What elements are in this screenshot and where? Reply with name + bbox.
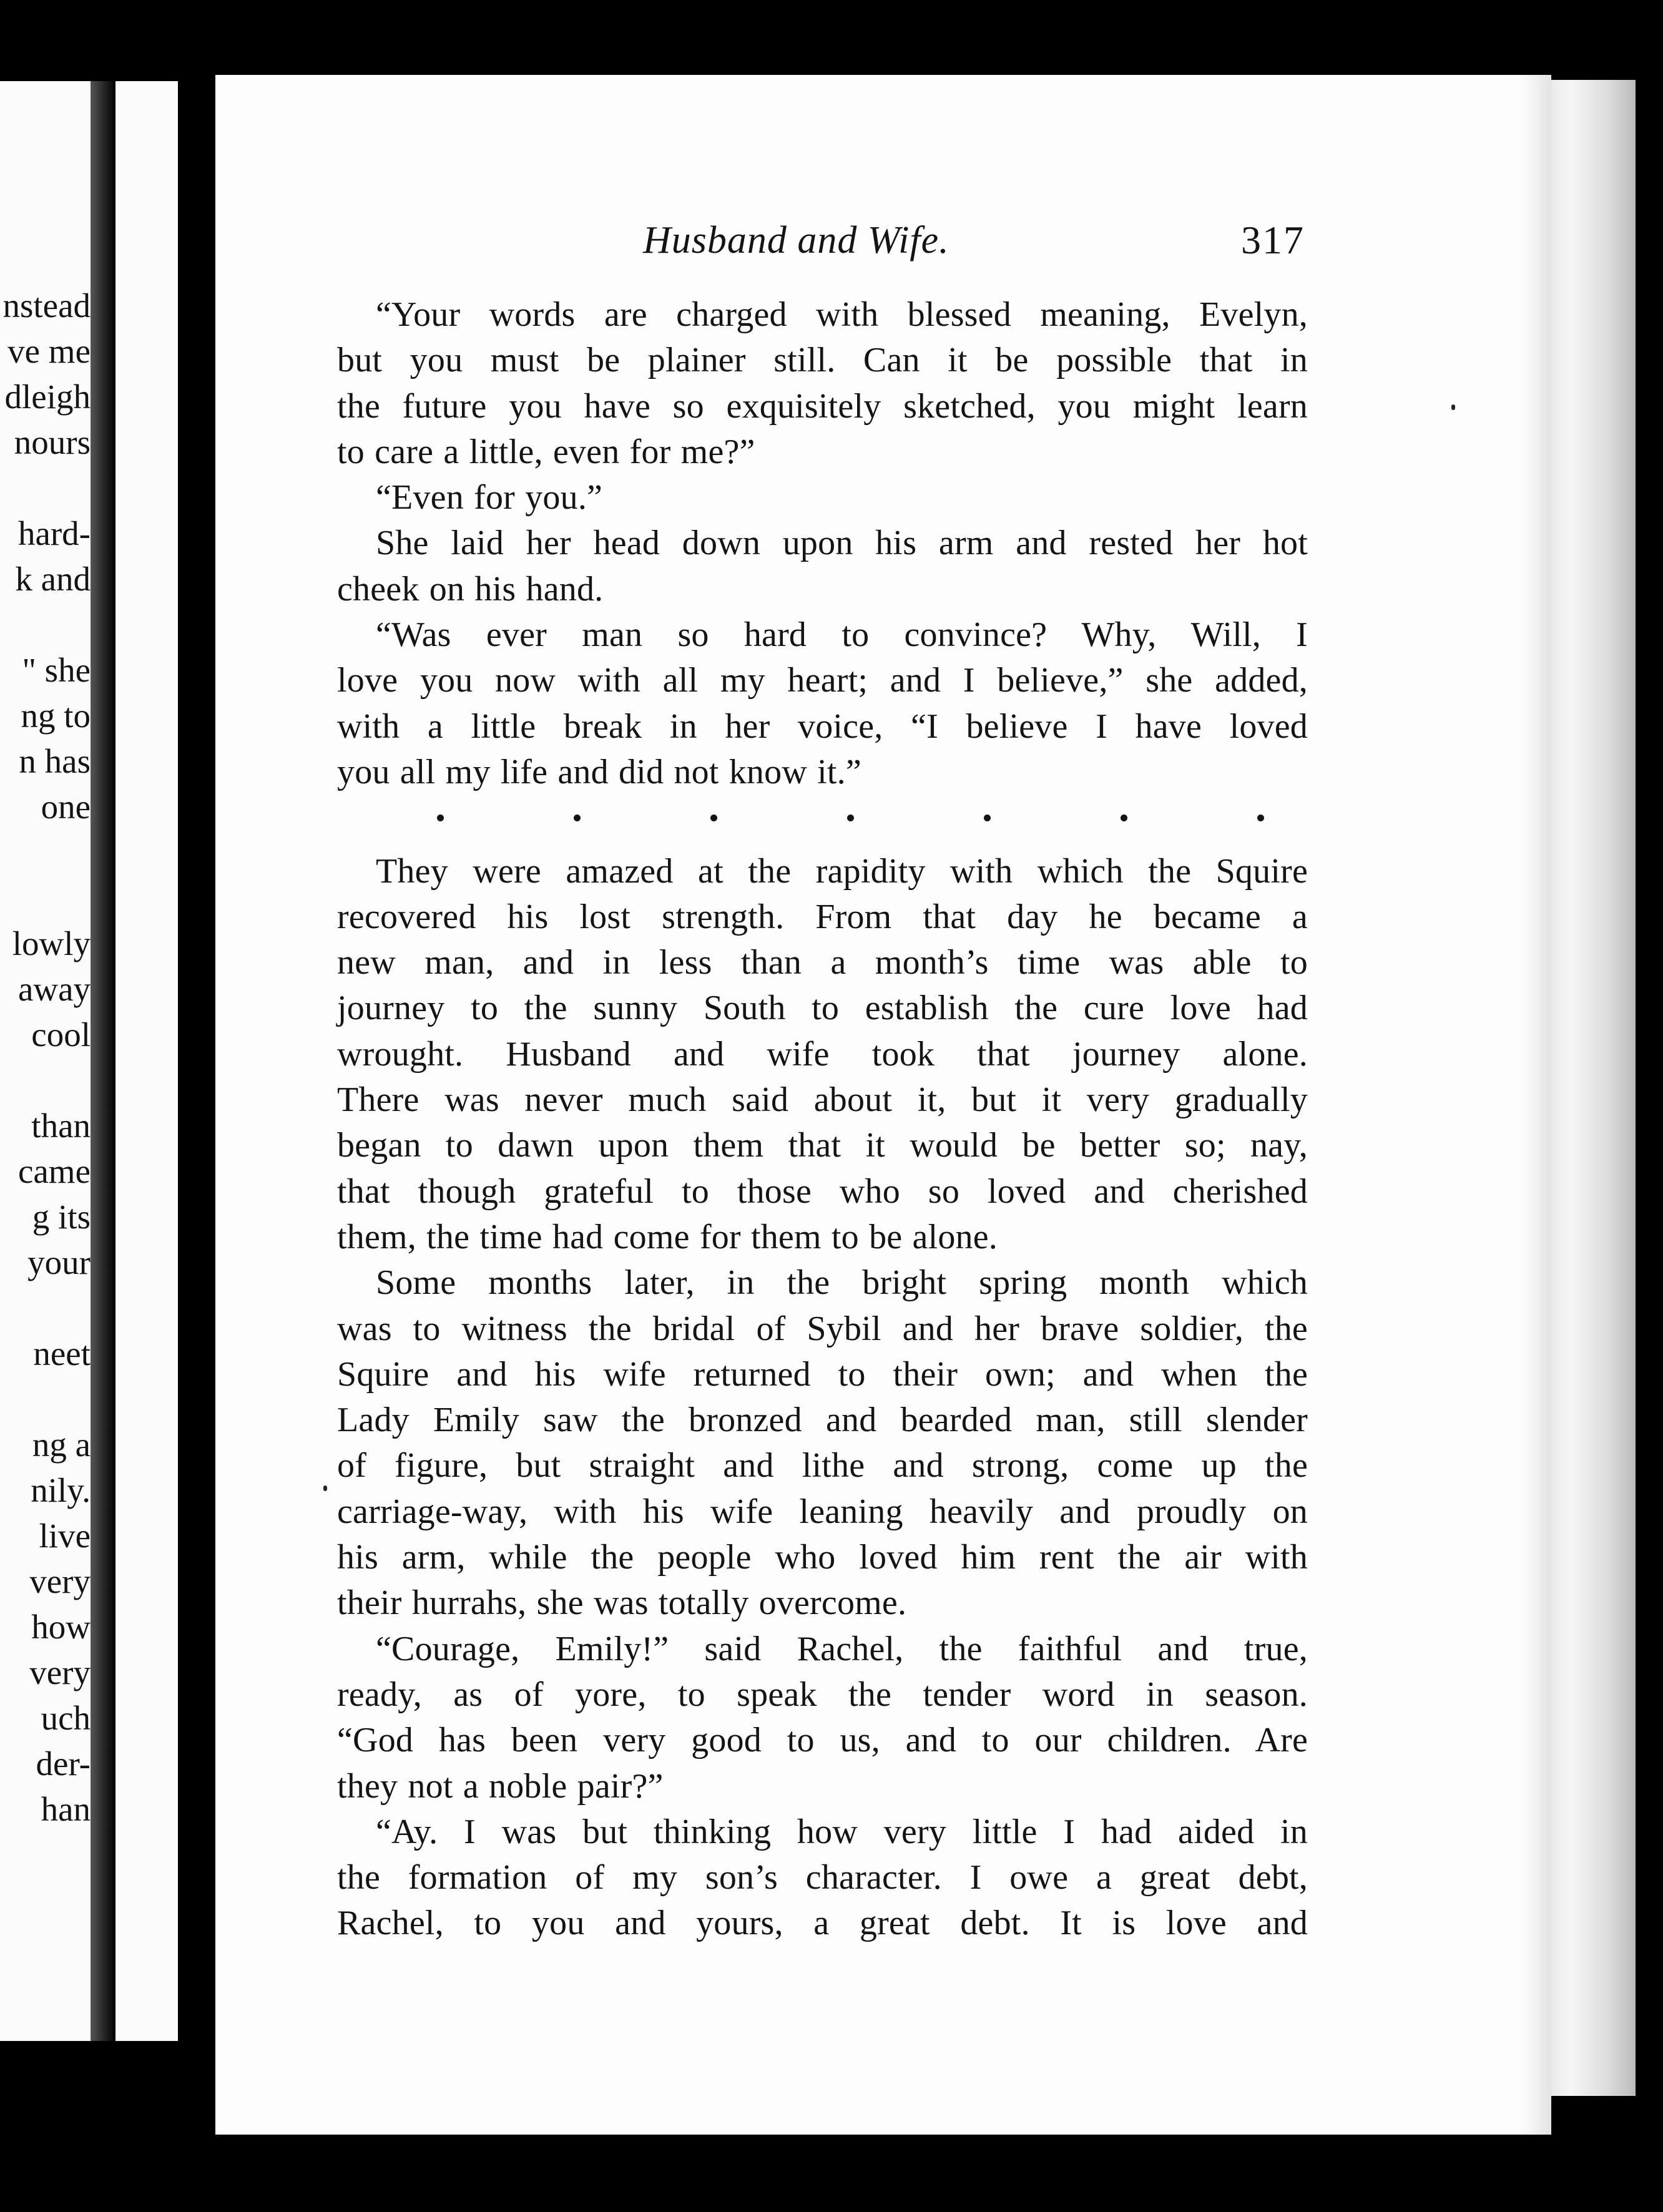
facing-page bbox=[0, 81, 178, 2041]
facing-page-line: g its bbox=[32, 1198, 91, 1236]
text-line: She laid her head down upon his arm and rested her hot bbox=[376, 524, 1308, 563]
facing-page-line: away bbox=[17, 970, 91, 1008]
text-line: They were amazed at the rapidity with which the Squire bbox=[376, 851, 1308, 891]
text-line: “Was ever man so hard to convince? Why, Will, I bbox=[376, 615, 1308, 655]
facing-page-line: lowly bbox=[12, 924, 91, 962]
section-break-dot bbox=[1257, 815, 1264, 821]
section-break-dot bbox=[847, 815, 854, 821]
text-line: There was never much said about it, but it very gradually bbox=[337, 1080, 1308, 1120]
facing-page-line: than bbox=[31, 1107, 91, 1145]
text-line: Lady Emily saw the bronzed and bearded man, still slender bbox=[337, 1401, 1308, 1440]
text-line: Rachel, to you and yours, a great debt. It is love and bbox=[337, 1904, 1308, 1943]
text-line: Squire and his wife returned to their own; and when the bbox=[337, 1354, 1308, 1394]
facing-page-line: hard- bbox=[17, 514, 91, 552]
facing-page-line: k and bbox=[15, 560, 91, 598]
facing-page-line: dleigh bbox=[4, 378, 91, 416]
text-line: wrought. Husband and wife took that journey alone. bbox=[337, 1034, 1308, 1074]
text-line: the formation of my son’s character. I owe a great debt, bbox=[337, 1858, 1308, 1897]
text-line: new man, and in less than a month’s time was able to bbox=[337, 943, 1308, 982]
text-line: you all my life and did not know it.” bbox=[337, 752, 861, 791]
text-line: was to witness the bridal of Sybil and her brave soldier, the bbox=[337, 1309, 1308, 1348]
text-line: ready, as of yore, to speak the tender word in season. bbox=[337, 1675, 1308, 1714]
text-line: journey to the sunny South to establish the cure love had bbox=[337, 989, 1308, 1028]
facing-page-line: der- bbox=[36, 1745, 91, 1783]
text-line: began to dawn upon them that it would be better so; nay, bbox=[337, 1126, 1308, 1165]
facing-page-line: came bbox=[17, 1152, 91, 1190]
book-gutter bbox=[91, 81, 115, 2041]
facing-page-line: one bbox=[41, 788, 91, 826]
text-line: “Courage, Emily!” said Rachel, the faithful and true, bbox=[376, 1629, 1308, 1668]
facing-page-line: cool bbox=[31, 1015, 91, 1054]
text-line: that though grateful to those who so loved and cherished bbox=[337, 1172, 1308, 1211]
text-line: them, the time had come for them to be alone. bbox=[337, 1217, 998, 1256]
facing-page-line: very bbox=[29, 1562, 91, 1600]
facing-page-line: ve me bbox=[7, 332, 91, 370]
section-break-dot bbox=[437, 815, 444, 821]
text-line: of figure, but straight and lithe and strong, come up the bbox=[337, 1446, 1308, 1485]
facing-page-line: n has bbox=[19, 742, 91, 780]
facing-page-line: " she bbox=[22, 651, 91, 689]
text-line: cheek on his hand. bbox=[337, 569, 604, 609]
facing-page-line: very bbox=[29, 1653, 91, 1691]
section-break-dot bbox=[1121, 815, 1127, 821]
text-line: Some months later, in the bright spring month which bbox=[376, 1263, 1308, 1303]
facing-page-line: how bbox=[31, 1608, 91, 1646]
scan-speck bbox=[323, 1485, 327, 1491]
facing-page-line: nours bbox=[14, 423, 91, 461]
text-line: carriage-way, with his wife leaning heavily and proudly on bbox=[337, 1492, 1308, 1531]
text-line: but you must be plainer still. Can it be possible that in bbox=[337, 341, 1308, 380]
text-line: “Ay. I was but thinking how very little I had aided in bbox=[376, 1812, 1308, 1851]
facing-page-line: han bbox=[41, 1790, 91, 1828]
text-line: “God has been very good to us, and to our children. Are bbox=[337, 1721, 1308, 1760]
text-line: to care a little, even for me?” bbox=[337, 432, 755, 471]
facing-page-line: neet bbox=[33, 1334, 91, 1373]
section-break bbox=[337, 795, 1308, 841]
text-line: “Even for you.” bbox=[376, 478, 603, 517]
body-text bbox=[337, 292, 1308, 1947]
page-header bbox=[643, 215, 1305, 272]
text-line: their hurrahs, she was totally overcome. bbox=[337, 1583, 907, 1623]
facing-page-line: ng to bbox=[21, 697, 91, 735]
text-line: recovered his lost strength. From that day he became a bbox=[337, 897, 1308, 936]
text-line: the future you have so exquisitely sketched, you might learn bbox=[337, 386, 1308, 426]
text-line: “Your words are charged with blessed meaning, Evelyn, bbox=[376, 295, 1308, 334]
section-break-dot bbox=[574, 815, 581, 821]
text-line: love you now with all my heart; and I believe,” she added, bbox=[337, 661, 1308, 700]
text-line: with a little break in her voice, “I believe I have loved bbox=[337, 707, 1308, 746]
section-break-dot bbox=[984, 815, 991, 821]
facing-page-line: your bbox=[27, 1243, 91, 1281]
page-number: 317 bbox=[1241, 218, 1305, 262]
text-line: they not a noble pair?” bbox=[337, 1766, 664, 1806]
running-title: Husband and Wife. bbox=[643, 219, 949, 262]
facing-page-line: nily. bbox=[31, 1471, 91, 1509]
text-line: his arm, while the people who loved him rent the air with bbox=[337, 1538, 1308, 1577]
page-edge bbox=[1542, 80, 1636, 2096]
scan-speck bbox=[1451, 404, 1455, 410]
facing-page-line: live bbox=[39, 1517, 91, 1555]
facing-page-line: uch bbox=[41, 1699, 91, 1737]
facing-page-line: ng a bbox=[32, 1426, 91, 1464]
section-break-dot bbox=[710, 815, 717, 821]
facing-page-text bbox=[0, 81, 91, 2041]
facing-page-line: nstead bbox=[2, 286, 91, 325]
